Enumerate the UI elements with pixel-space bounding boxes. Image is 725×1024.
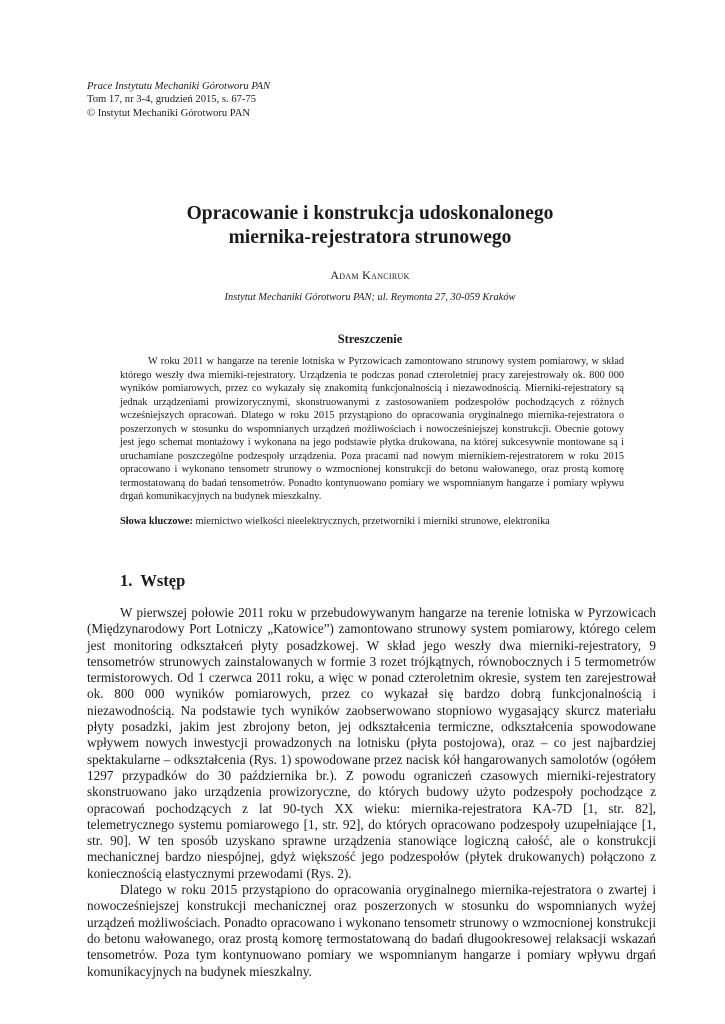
author-name: Adam Kanciruk (330, 268, 410, 282)
abstract-text: W roku 2011 w hangarze na terenie lotniska w Pyrzowicach zamontowano strunowy system pomiarowy, w skład którego weszły dwa mierniki-rejestratory. Urządzenia te podczas ponad czteroletniej pracy zarejestrowały ok. 800 000 wyników pomiarowych, przez co wykazały się znakomitą funkcjonalnością i niezawodnością. Mierniki-rejestratory są jednak urządzeniami prowizorycznymi, skonstruowanymi z zastosowaniem podzespołów pochodzących z różnych wcześniejszych opracowań. Dlatego w roku 2015 przystąpiono do opracowania oryginalnego miernika-rejestratora o poszerzonych w stosunku do wspomnianych urządzeń możliwościach i nowocześniejszej konstrukcji. Obecnie gotowy jest jego schemat montażowy i wykonana na jego podstawie płytka drukowana, na której sukcesywnie montowane są i uruchamiane poszczególne podzespoły urządzenia. Poza pracami nad nowym miernikiem-rejestratorem w roku 2015 opracowano i wykonano tensometr strunowy o wzmocnionej konstrukcji do betonu wałowanego, oraz prostą komorę termostatowaną do badań tensometrów. Ponadto kontynuowano pomiary we wspomnianym hangarze i pomiary wpływu drgań komunikacyjnych na budynek mieszkalny. (120, 356, 624, 502)
section-number: 1. (120, 571, 133, 590)
article-title-line2: miernika-rejestratora strunowego (228, 227, 512, 248)
article-title (100, 202, 640, 250)
journal-title: Prace Instytutu Mechaniki Górotworu PAN (87, 81, 271, 92)
journal-issue: Tom 17, nr 3-4, grudzień 2015, s. 67-75 (87, 94, 257, 106)
journal-header (87, 80, 270, 120)
abstract-heading: Streszczenie (337, 332, 403, 346)
section-title: Wstęp (140, 571, 186, 590)
keywords (120, 515, 624, 529)
section-heading (120, 571, 185, 591)
keywords-label: Słowa kluczowe: (120, 516, 193, 527)
author-affiliation: Instytut Mechaniki Górotworu PAN; ul. Reymonta 27, 30-059 Kraków (224, 292, 516, 303)
body-paragraph: W pierwszej połowie 2011 roku w przebudowywanym hangarze na terenie lotniska w Pyrzowicach (Międzynarodowy Port Lotniczy „Katowice”) zamontowano strunowy system pomiarowy, którego celem jest monitoring odkształceń płyty posadzkowej. W skład jego weszły dwa mierniki-rejestratory, 9 tensometrów strunowych zainstalowanych w formie 3 rozet trójkątnych, równobocznych i 5 termometrów termistorowych. Od 1 czerwca 2011 roku, a więc w ponad czteroletnim okresie, system ten zarejestrował ok. 800 000 wyników pomiarowych, przez co wykazał się bardzo dobrą funkcjonalnością i niezawodnością. Na podstawie tych wyników zaobserwowano stopniowo wygasający skurcz materiału płyty posadzki, jakim jest zbrojony beton, jej odkształcenia termiczne, odkształcenia spowodowane wpływem nowych inwestycji prowadzonych na lotnisku (płyta postojowa), oraz – co jest najbardziej spektakularne – odkształcenia (Rys. 1) spowodowane przez nacisk kół hangarowanych samolotów (ogółem 1297 przypadków do 30 października br.). Z powodu ograniczeń czasowych mierniki-rejestratory skonstruowano jako urządzenia prowizoryczne, do których budowy użyto podzespoły pochodzące z opracowań pochodzących z lat 90-tych XX wieku: miernika-rejestratora KA-7D [1, str. 82], telemetrycznego systemu pomiarowego [1, str. 92], do których opracowano podzespoły uzupełniające [1, str. 90]. W ten sposób uzyskano sprawne urządzenia stanowiące logiczną całość, ale o konstrukcji mechanicznej bardzo niespójnej, gdyż większość jego podzespołów (płytek drukowanych) połączono z koniecznością elastycznymi przewodami (Rys. 2). (87, 605, 656, 881)
journal-copyright: © Instytut Mechaniki Górotworu PAN (87, 107, 251, 119)
keywords-text: miernictwo wielkości nieelektrycznych, przetworniki i mierniki strunowe, elektronika (192, 516, 550, 527)
article-title-line1: Opracowanie i konstrukcja udoskonalonego (186, 203, 554, 224)
section-body (87, 605, 656, 980)
body-paragraph: Dlatego w roku 2015 przystąpiono do opracowania oryginalnego miernika-rejestratora o zwartej i nowocześniejszej konstrukcji mechanicznej oraz poszerzonych w stosunku do wspomnianych wyżej urządzeń możliwościach. Ponadto opracowano i wykonano tensometr strunowy o wzmocnionej konstrukcji do betonu wałowanego, oraz prostą komorę termostatowaną do badań długookresowej relaksacji wskazań tensometrów. Poza tym kontynuowano pomiary we wspomnianym hangarze i pomiary wpływu drgań komunikacyjnych na budynek mieszkalny. (87, 882, 656, 979)
